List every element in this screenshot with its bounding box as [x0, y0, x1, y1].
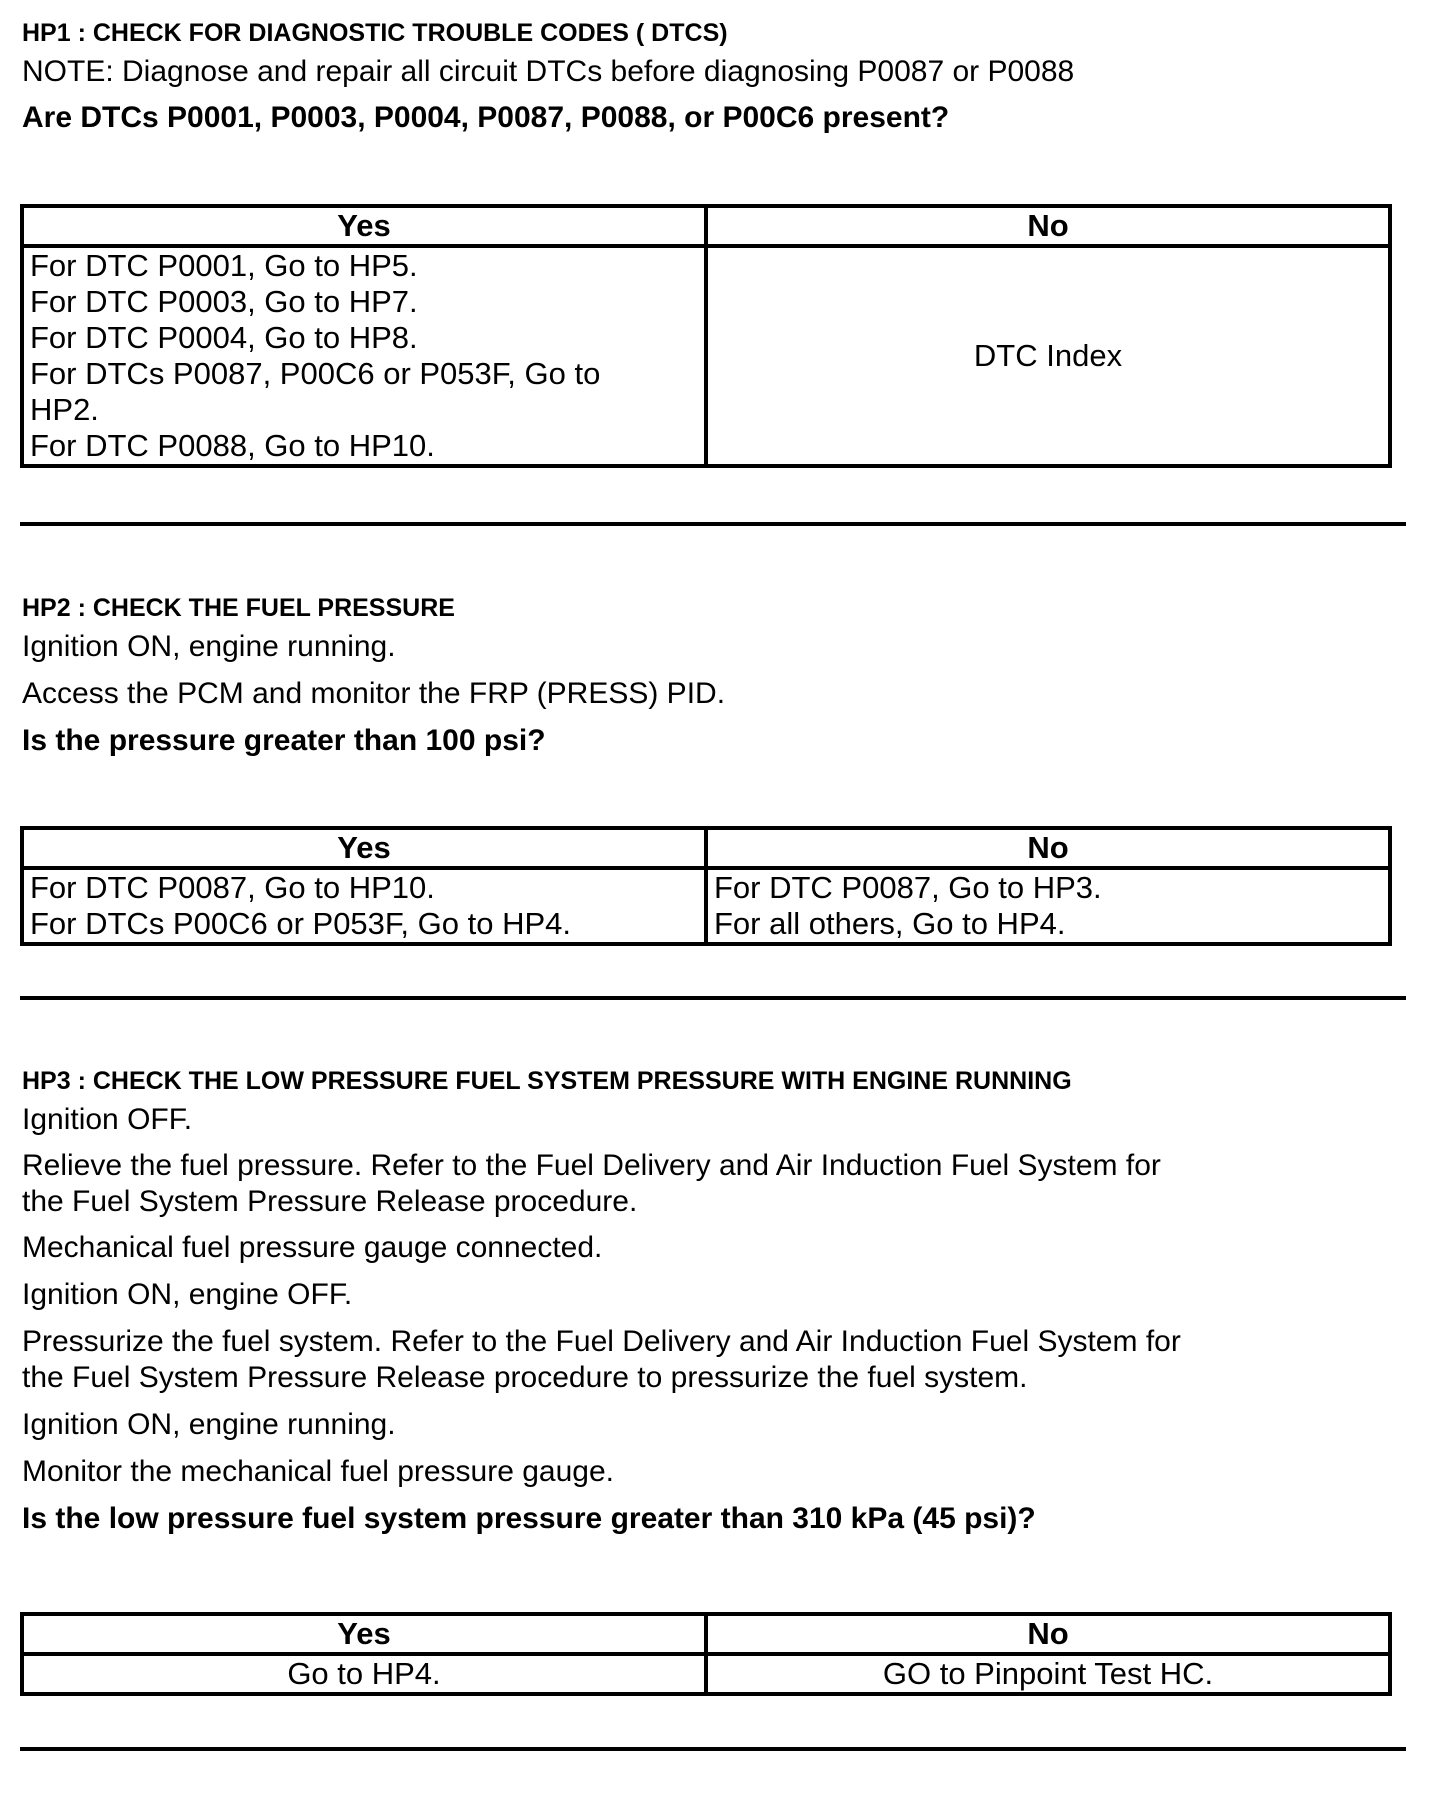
hp1-table-body-row	[22, 246, 1390, 466]
hp3-no-cell: GO to Pinpoint Test HC.	[706, 1654, 1390, 1694]
hp2-table-header-row	[22, 828, 1390, 868]
hp1-yes-line: HP2.	[30, 392, 99, 427]
hp1-yes-line: For DTCs P0087, P00C6 or P053F, Go to	[30, 356, 601, 391]
hp1-no-cell: DTC Index	[706, 246, 1390, 466]
hp1-question: Are DTCs P0001, P0003, P0004, P0087, P0088, or P00C6 present?	[22, 101, 950, 134]
hp2-no-line: For all others, Go to HP4.	[714, 906, 1066, 941]
hp3-step-line: Relieve the fuel pressure. Refer to the Fuel Delivery and Air Induction Fuel System for	[22, 1149, 1161, 1182]
hp2-yes-line: For DTCs P00C6 or P053F, Go to HP4.	[30, 906, 571, 941]
hp1-decision-table	[20, 204, 1392, 468]
hp3-step-ignition-off: Ignition OFF.	[22, 1103, 193, 1136]
hp2-step: Access the PCM and monitor the FRP (PRESS) PID.	[22, 677, 726, 710]
hp3-step-engine-running: Ignition ON, engine running.	[22, 1408, 396, 1441]
hp3-step-relieve-pressure	[22, 1148, 1392, 1220]
hp3-yes-header: Yes	[22, 1614, 706, 1654]
hp2-question: Is the pressure greater than 100 psi?	[22, 724, 546, 757]
hp2-no-header: No	[706, 828, 1390, 868]
hp2-table-body-row	[22, 868, 1390, 944]
hp1-yes-line: For DTC P0003, Go to HP7.	[30, 284, 418, 319]
hp3-divider	[20, 1747, 1406, 1751]
hp1-no-header: No	[706, 206, 1390, 246]
hp2-yes-header: Yes	[22, 828, 706, 868]
hp1-table-header-row	[22, 206, 1390, 246]
hp3-step-line: Pressurize the fuel system. Refer to the Fuel Delivery and Air Induction Fuel System for	[22, 1325, 1181, 1358]
hp3-question: Is the low pressure fuel system pressure greater than 310 kPa (45 psi)?	[22, 1502, 1036, 1535]
hp1-yes-cell	[22, 246, 706, 466]
hp1-yes-line: For DTC P0004, Go to HP8.	[30, 320, 418, 355]
hp2-no-line: For DTC P0087, Go to HP3.	[714, 870, 1102, 905]
hp3-step-line: the Fuel System Pressure Release procedure.	[22, 1185, 638, 1218]
hp1-title: HP1 : CHECK FOR DIAGNOSTIC TROUBLE CODES ( DTCS)	[22, 19, 728, 47]
hp2-yes-cell	[22, 868, 706, 944]
hp3-step-pressurize	[22, 1324, 1392, 1396]
hp3-table-header-row	[22, 1614, 1390, 1654]
hp3-yes-cell: Go to HP4.	[22, 1654, 706, 1694]
hp2-yes-line: For DTC P0087, Go to HP10.	[30, 870, 435, 905]
hp3-step-line: the Fuel System Pressure Release procedure to pressurize the fuel system.	[22, 1361, 1028, 1394]
hp1-note: NOTE: Diagnose and repair all circuit DTCs before diagnosing P0087 or P0088	[22, 55, 1075, 88]
hp3-table-body-row	[22, 1654, 1390, 1694]
hp3-no-header: No	[706, 1614, 1390, 1654]
hp2-no-cell	[706, 868, 1390, 944]
hp1-section	[22, 18, 1392, 136]
hp1-divider	[20, 522, 1406, 526]
hp2-step: Ignition ON, engine running.	[22, 630, 396, 663]
hp2-divider	[20, 996, 1406, 1000]
hp3-title: HP3 : CHECK THE LOW PRESSURE FUEL SYSTEM PRESSURE WITH ENGINE RUNNING	[22, 1067, 1072, 1095]
hp3-decision-table	[20, 1612, 1392, 1696]
hp1-yes-header: Yes	[22, 206, 706, 246]
hp1-yes-line: For DTC P0088, Go to HP10.	[30, 428, 435, 463]
hp2-section	[22, 593, 1392, 759]
hp3-step-monitor-gauge: Monitor the mechanical fuel pressure gauge.	[22, 1455, 615, 1488]
hp2-decision-table	[20, 826, 1392, 946]
hp3-step-ignition-on-engine-off: Ignition ON, engine OFF.	[22, 1278, 353, 1311]
hp3-section	[22, 1066, 1392, 1537]
hp1-yes-line: For DTC P0001, Go to HP5.	[30, 248, 418, 283]
hp2-title: HP2 : CHECK THE FUEL PRESSURE	[22, 594, 455, 622]
hp3-step-gauge-connected: Mechanical fuel pressure gauge connected.	[22, 1231, 603, 1264]
